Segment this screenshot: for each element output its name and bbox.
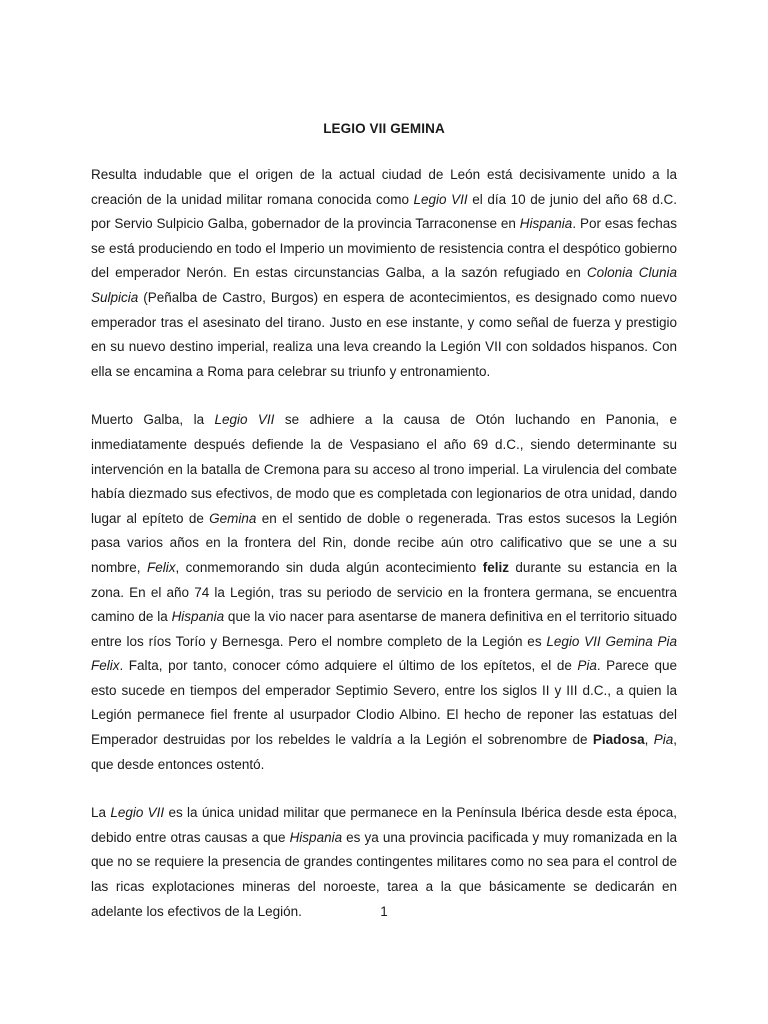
page-number: 1 [380, 904, 388, 919]
italic-term: Hispania [171, 609, 225, 625]
text-segment: es la única unidad militar que permanece en la Península Ibérica desde esta época, debido entre otras causas a que [91, 805, 677, 845]
italic-term: Pia [577, 658, 597, 674]
text-segment: La [91, 805, 111, 821]
text-segment: , [644, 732, 654, 748]
text-segment: , que desde entonces ostentó. [91, 732, 677, 772]
text-segment: es ya una provincia pacificada y muy romanizada en la que no se requiere la presencia de grandes contingentes militares como no sea para el control de las ricas explotaciones mineras del noroeste, tarea a la que básicamente se dedicarán en adelante los efectivos de la Legión. [91, 829, 677, 919]
paragraph-history [91, 408, 677, 777]
document-body [91, 163, 677, 948]
text-segment: que la vio nacer para asentarse de manera definitiva en el territorio situado entre los ríos Torío y Bernesga. Pero el nombre completo de la Legión es [91, 609, 677, 649]
text-segment: durante su estancia en la zona. En el año 74 la Legión, tras su periodo de servicio en la frontera germana, se encuentra camino de la [91, 559, 677, 625]
paragraph-origin [91, 163, 677, 384]
text-segment: (Peñalba de Castro, Burgos) en espera de acontecimientos, es designado como nuevo emperador tras el asesinato del tirano. Justo en ese instante, y como señal de fuerza y prestigio en su nuevo destino imperial, realiza una leva creando la Legión VII con soldados hispanos. Con ella se encamina a Roma para celebrar su triunfo y entronamiento. [91, 289, 677, 379]
text-segment: Muerto Galba, la [91, 412, 215, 428]
italic-term: Legio VII [214, 412, 275, 428]
italic-term: Felix [146, 559, 176, 575]
italic-term: Hispania [519, 216, 573, 232]
italic-term: Pia [653, 732, 674, 748]
text-segment: el día 10 de junio del año 68 d.C. por Servio Sulpicio Galba, gobernador de la provincia Tarraconense en [91, 191, 677, 232]
text-segment: Resulta indudable que el origen de la actual ciudad de León está decisivamente unido a la creación de la unidad militar romana conocida como [91, 167, 677, 207]
text-segment: . Por esas fechas se está produciendo en todo el Imperio un movimiento de resistencia contra el despótico gobierno del emperador Nerón. En estas circunstancias Galba, a la sazón refugiado en [91, 216, 677, 281]
italic-term: Legio VII [110, 805, 165, 821]
document-title: LEGIO VII GEMINA [323, 121, 445, 136]
text-segment: . Falta, por tanto, conocer cómo adquiere el último de los epítetos, el de [119, 658, 578, 674]
text-segment: se adhiere a la causa de Otón luchando en Panonia, e inmediatamente después defiende la de Vespasiano el año 69 d.C., siendo determinante su intervención en la batalla de Cremona para su acceso al trono imperial. La virulencia del combate había diezmado sus efectivos, de modo que es completada con legionarios de otra unidad, dando lugar al epíteto de [91, 412, 677, 526]
italic-term: Gemina [209, 510, 257, 526]
italic-term: Legio VII [413, 191, 468, 207]
bold-term: feliz [482, 559, 509, 575]
bold-term: Piadosa [592, 732, 645, 748]
text-segment: en el sentido de doble o regenerada. Tras estos sucesos la Legión pasa varios años en la frontera del Rin, donde recibe aún otro calificativo que se une a su nombre, [91, 510, 677, 575]
italic-term: Legio VII Gemina Pia Felix [91, 633, 678, 674]
text-segment: . Parece que esto sucede en tiempos del emperador Septimio Severo, entre los siglos II y III d.C., a quien la Legión permanece fiel frente al usurpador Clodio Albino. El hecho de reponer las estatuas del Emperador destruidas por los rebeldes le valdría a la Legión el sobrenombre de [91, 658, 677, 748]
text-segment: , conmemorando sin duda algún acontecimiento [175, 559, 483, 575]
italic-term: Hispania [289, 829, 343, 845]
italic-term: Colonia Clunia Sulpicia [91, 265, 677, 305]
